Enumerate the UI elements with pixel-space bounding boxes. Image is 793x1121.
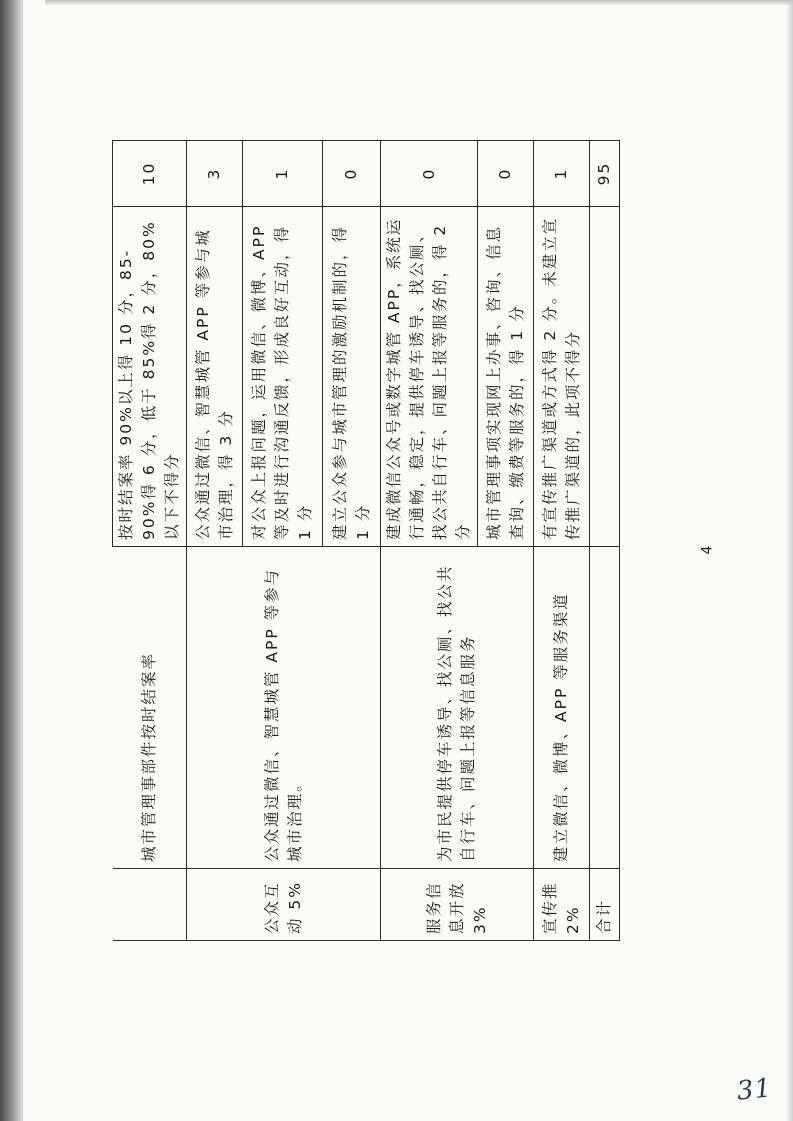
handwritten-page-mark: 31 — [735, 1073, 774, 1107]
scan-shadow — [45, 0, 793, 6]
total-score-cell: 95 — [590, 141, 620, 207]
criteria-cell: 对公众上报问题，运用微信、微博、APP 等及时进行沟通反馈，形成良好互动，得 1 分 — [243, 207, 323, 547]
criteria-cell — [590, 207, 620, 547]
category-cell — [113, 869, 187, 941]
scan-shadow — [786, 0, 793, 1121]
criteria-cell: 建立公众参与城市管理的激励机制的，得 1 分 — [323, 207, 381, 547]
score-cell: 0 — [323, 141, 381, 207]
rotated-table-wrapper — [112, 141, 613, 941]
table-row — [187, 141, 243, 941]
score-cell: 0 — [478, 141, 534, 207]
item-cell — [590, 547, 620, 869]
scanner-edge — [0, 0, 22, 1121]
scoring-table — [112, 140, 620, 941]
criteria-cell: 建成微信公众号或数字城管 APP，系统运行通畅，稳定，提供停车诱导、找公厕、找公共自行车、问题上报等服务的，得 2 分 — [381, 207, 478, 547]
table-row — [381, 141, 478, 941]
score-cell: 3 — [187, 141, 243, 207]
table-row — [113, 141, 187, 941]
criteria-cell: 城市管理事项实现网上办事、咨询、信息查询、缴费等服务的，得 1 分 — [478, 207, 534, 547]
criteria-cell: 有宣传推广渠道或方式得 2 分。未建立宣传推广渠道的，此项不得分 — [534, 207, 590, 547]
score-cell: 1 — [534, 141, 590, 207]
item-cell: 为市民提供停车诱导、找公厕、找公共自行车、问题上报等信息服务 — [381, 547, 534, 869]
criteria-cell: 按时结案率 90%以上得 10 分，85-90%得 6 分，低于 85%得 2 分，80%以下不得分 — [113, 207, 187, 547]
item-cell: 公众通过微信、智慧城管 APP 等参与城市治理。 — [187, 547, 381, 869]
category-cell: 公众互动 5% — [187, 869, 381, 941]
score-cell: 1 — [243, 141, 323, 207]
criteria-cell: 公众通过微信、智慧城管 APP 等参与城市治理，得 3 分 — [187, 207, 243, 547]
category-cell: 宣传推 2% — [534, 869, 590, 941]
category-cell: 服务信息开放 3% — [381, 869, 534, 941]
item-cell: 城市管理事部件按时结案率 — [113, 547, 187, 869]
item-cell: 建立微信、微博、APP 等服务渠道 — [534, 547, 590, 869]
table-row — [534, 141, 590, 941]
total-label-cell: 合计 — [590, 869, 620, 941]
score-cell: 10 — [113, 141, 187, 207]
score-cell: 0 — [381, 141, 478, 207]
page-number: 4 — [699, 545, 716, 555]
table-row — [590, 141, 620, 941]
